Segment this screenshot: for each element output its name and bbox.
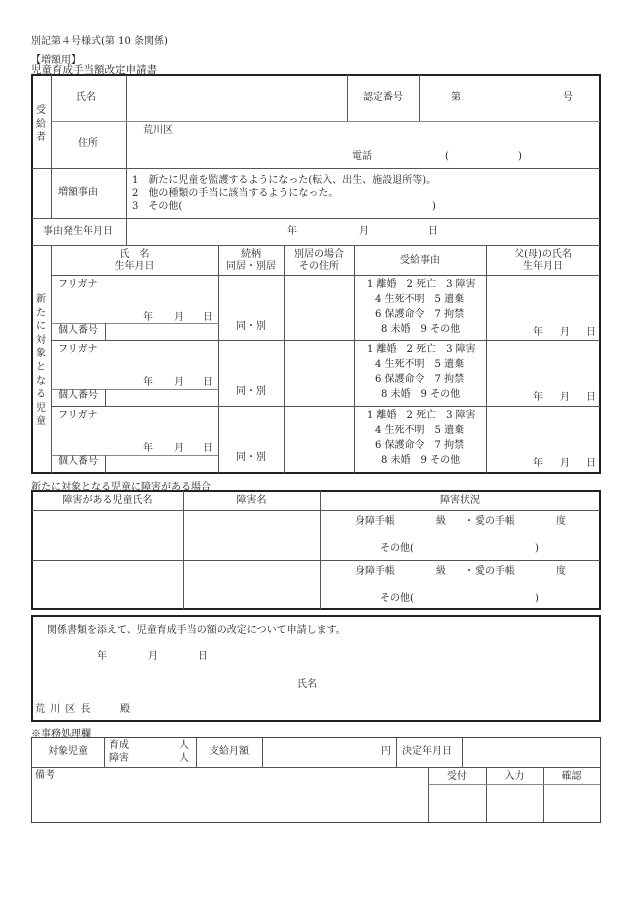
disability-other-input[interactable] — [420, 591, 530, 605]
recipient-name-label: 氏名 — [76, 92, 96, 103]
phone-label: 電話 — [352, 151, 372, 162]
office-raise-unit: 人 — [179, 740, 189, 751]
increase-reason-option-3[interactable]: 3 その他( — [132, 201, 183, 212]
disability-other-label: その他( — [380, 593, 414, 604]
header-parent: 父(母)の氏名 — [514, 249, 572, 260]
declaration-text: 関係書類を添えて、児童育成手当の額の改定について申請します。 — [47, 625, 346, 636]
declaration-month: 月 — [148, 651, 158, 662]
parent-birth-year: 年 — [533, 327, 543, 338]
reason-line-3[interactable]: 6 保護命令 7 拘禁 — [375, 374, 465, 385]
declaration-year: 年 — [97, 651, 107, 662]
parent-birth-day: 日 — [586, 392, 596, 403]
office-yen: 円 — [381, 746, 391, 757]
parent-name-input[interactable] — [489, 278, 597, 318]
office-raise-label: 育成 — [109, 740, 129, 751]
header-name: 氏 名 — [119, 249, 150, 260]
cert-number-input[interactable] — [465, 80, 555, 116]
reason-line-2[interactable]: 4 生死不明 5 遺棄 — [375, 425, 465, 436]
parent-birth-month: 月 — [560, 327, 570, 338]
love-book-label: 愛の手帳 — [475, 516, 515, 527]
disability-header-child-name: 障害がある児童氏名 — [62, 495, 153, 506]
parent-birth-year: 年 — [533, 458, 543, 469]
child-name-input[interactable] — [58, 422, 213, 438]
occurrence-date-input[interactable] — [130, 221, 440, 241]
phone-open: ( — [445, 151, 449, 162]
office-reception-label: 受付 — [447, 771, 467, 782]
applicant-name-input[interactable] — [320, 675, 590, 693]
disability-name-input[interactable] — [185, 562, 318, 608]
child-birth-day: 日 — [203, 312, 213, 323]
child-birth-month: 月 — [174, 443, 184, 454]
cohabit-option[interactable]: 同・別 — [236, 452, 266, 463]
increase-reason-option-1[interactable]: 1 新たに児童を監護するようになった(転入、出生、施設退所等)。 — [132, 175, 437, 186]
child-birth-month: 月 — [174, 312, 184, 323]
office-remarks-input[interactable] — [34, 784, 424, 820]
disability-other-input[interactable] — [420, 541, 530, 555]
form-variant: 【増額用】 — [31, 55, 81, 66]
office-input-stamp[interactable] — [488, 786, 541, 820]
addressee: 荒 川 区 長 — [35, 704, 92, 715]
office-caption: ※事務処理欄 — [31, 729, 91, 740]
grade-label: 級 — [436, 516, 446, 527]
header-birth: 生年月日 — [114, 261, 155, 272]
child-birth-day: 日 — [203, 377, 213, 388]
personal-number-input[interactable] — [107, 455, 216, 469]
office-disability-unit: 人 — [179, 753, 189, 764]
child-birth-month: 月 — [174, 377, 184, 388]
increase-reason-other-input[interactable] — [188, 200, 428, 214]
office-confirm-stamp[interactable] — [545, 786, 598, 820]
child-name-input[interactable] — [58, 356, 213, 372]
header-separate-address: その住所 — [299, 261, 339, 272]
child-birth-year: 年 — [143, 312, 153, 323]
cohabit-option[interactable]: 同・別 — [236, 321, 266, 332]
header-cohabit: 同居・別居 — [226, 261, 276, 272]
header-parent-birth: 生年月日 — [523, 261, 563, 272]
occurrence-date-label: 事由発生年月日 — [43, 226, 113, 237]
form-title: 児童育成手当額改定申請書 — [31, 64, 157, 76]
reason-line-3[interactable]: 6 保護命令 7 拘禁 — [375, 309, 465, 320]
office-input-label: 入力 — [504, 771, 525, 782]
office-monthly-label: 支給月額 — [209, 746, 249, 757]
disability-name-input[interactable] — [185, 512, 318, 558]
reason-line-2[interactable]: 4 生死不明 5 遺棄 — [375, 294, 465, 305]
form-number: 別記第４号様式(第 10 条関係) — [31, 36, 168, 47]
disability-header-name: 障害名 — [236, 495, 267, 506]
office-target-child: 対象児童 — [48, 746, 88, 757]
child-birth-year: 年 — [143, 377, 153, 388]
children-section-label: 新たに対象となる児童 — [36, 294, 46, 428]
furigana-label: フリガナ — [58, 410, 98, 421]
declaration-day: 日 — [198, 651, 208, 662]
office-decision-input[interactable] — [465, 740, 597, 764]
disability-caption: 新たに対象となる児童に障害がある場合 — [31, 482, 211, 493]
personal-number-label: 個人番号 — [58, 325, 98, 336]
header-separate: 別居の場合 — [294, 249, 344, 260]
separator-dot: ・ — [464, 566, 474, 577]
applicant-name-label: 氏名 — [297, 679, 317, 690]
child-birth-year: 年 — [143, 443, 153, 454]
occurrence-year: 年 — [287, 226, 297, 237]
office-monthly-input[interactable] — [265, 740, 375, 764]
office-decision-label: 決定年月日 — [402, 746, 452, 757]
reason-line-1[interactable]: 1 離婚 2 死亡 3 障害 — [367, 344, 476, 355]
increase-reason-other-close: ) — [432, 201, 436, 212]
cert-suffix: 号 — [563, 92, 573, 103]
disability-other-close: ) — [535, 593, 539, 604]
reason-line-4[interactable]: 8 未婚 9 その他 — [381, 324, 461, 335]
phone-input[interactable] — [452, 149, 517, 164]
grade-label: 級 — [436, 566, 446, 577]
declaration-date-input[interactable] — [70, 648, 215, 664]
cohabit-option[interactable]: 同・別 — [236, 386, 266, 397]
disabled-child-name-input[interactable] — [34, 562, 181, 608]
office-disability-label: 障害 — [109, 753, 129, 764]
addressee-honorific: 殿 — [120, 704, 130, 715]
personal-number-input[interactable] — [107, 324, 216, 338]
parent-name-input[interactable] — [489, 409, 597, 449]
parent-birth-day: 日 — [586, 458, 596, 469]
degree-label: 度 — [556, 516, 566, 527]
child-name-input[interactable] — [58, 291, 213, 307]
recipient-name-input[interactable] — [128, 77, 345, 119]
phone-close: ) — [518, 151, 522, 162]
separator-dot: ・ — [464, 516, 474, 527]
office-confirm-label: 確認 — [561, 771, 582, 782]
address-prefix: 荒川区 — [143, 125, 173, 136]
address-label: 住所 — [78, 138, 98, 149]
parent-birth-month: 月 — [560, 392, 570, 403]
furigana-label: フリガナ — [58, 279, 98, 290]
reason-line-1[interactable]: 1 離婚 2 死亡 3 障害 — [367, 410, 476, 421]
reason-line-2[interactable]: 4 生死不明 5 遺棄 — [375, 359, 465, 370]
office-remarks-label: 備考 — [35, 770, 55, 781]
occurrence-month: 月 — [359, 226, 369, 237]
recipient-section-label: 受給者 — [36, 105, 46, 144]
parent-birth-month: 月 — [560, 458, 570, 469]
occurrence-day: 日 — [428, 226, 438, 237]
child-birth-day: 日 — [203, 443, 213, 454]
personal-number-input[interactable] — [107, 389, 216, 403]
parent-birth-day: 日 — [586, 327, 596, 338]
personal-number-label: 個人番号 — [58, 456, 98, 467]
physical-disability-book-label: 身障手帳 — [355, 516, 395, 527]
header-reason: 受給事由 — [400, 255, 440, 266]
disabled-child-name-input[interactable] — [34, 512, 181, 558]
parent-name-input[interactable] — [489, 343, 597, 383]
header-relation: 続柄 — [241, 249, 261, 260]
address-input[interactable] — [180, 123, 595, 147]
personal-number-label: 個人番号 — [58, 390, 98, 401]
increase-reason-label: 増額事由 — [58, 187, 98, 198]
furigana-label: フリガナ — [58, 344, 98, 355]
reason-line-1[interactable]: 1 離婚 2 死亡 3 障害 — [367, 279, 476, 290]
separate-address-input[interactable] — [286, 277, 352, 337]
reason-line-4[interactable]: 8 未婚 9 その他 — [381, 455, 461, 466]
increase-reason-option-2[interactable]: 2 他の種類の手当に該当するようになった。 — [132, 188, 339, 199]
disability-other-close: ) — [535, 543, 539, 554]
disability-other-label: その他( — [380, 543, 414, 554]
separate-address-input[interactable] — [286, 342, 352, 402]
cert-number-label: 認定番号 — [363, 92, 403, 103]
physical-disability-book-label: 身障手帳 — [355, 566, 395, 577]
love-book-label: 愛の手帳 — [475, 566, 515, 577]
parent-birth-year: 年 — [533, 392, 543, 403]
cert-prefix: 第 — [451, 92, 461, 103]
degree-label: 度 — [556, 566, 566, 577]
reason-line-4[interactable]: 8 未婚 9 その他 — [381, 389, 461, 400]
office-reception-stamp[interactable] — [430, 786, 484, 820]
separate-address-input[interactable] — [286, 408, 352, 468]
reason-line-3[interactable]: 6 保護命令 7 拘禁 — [375, 440, 465, 451]
disability-header-status: 障害状況 — [440, 495, 480, 506]
